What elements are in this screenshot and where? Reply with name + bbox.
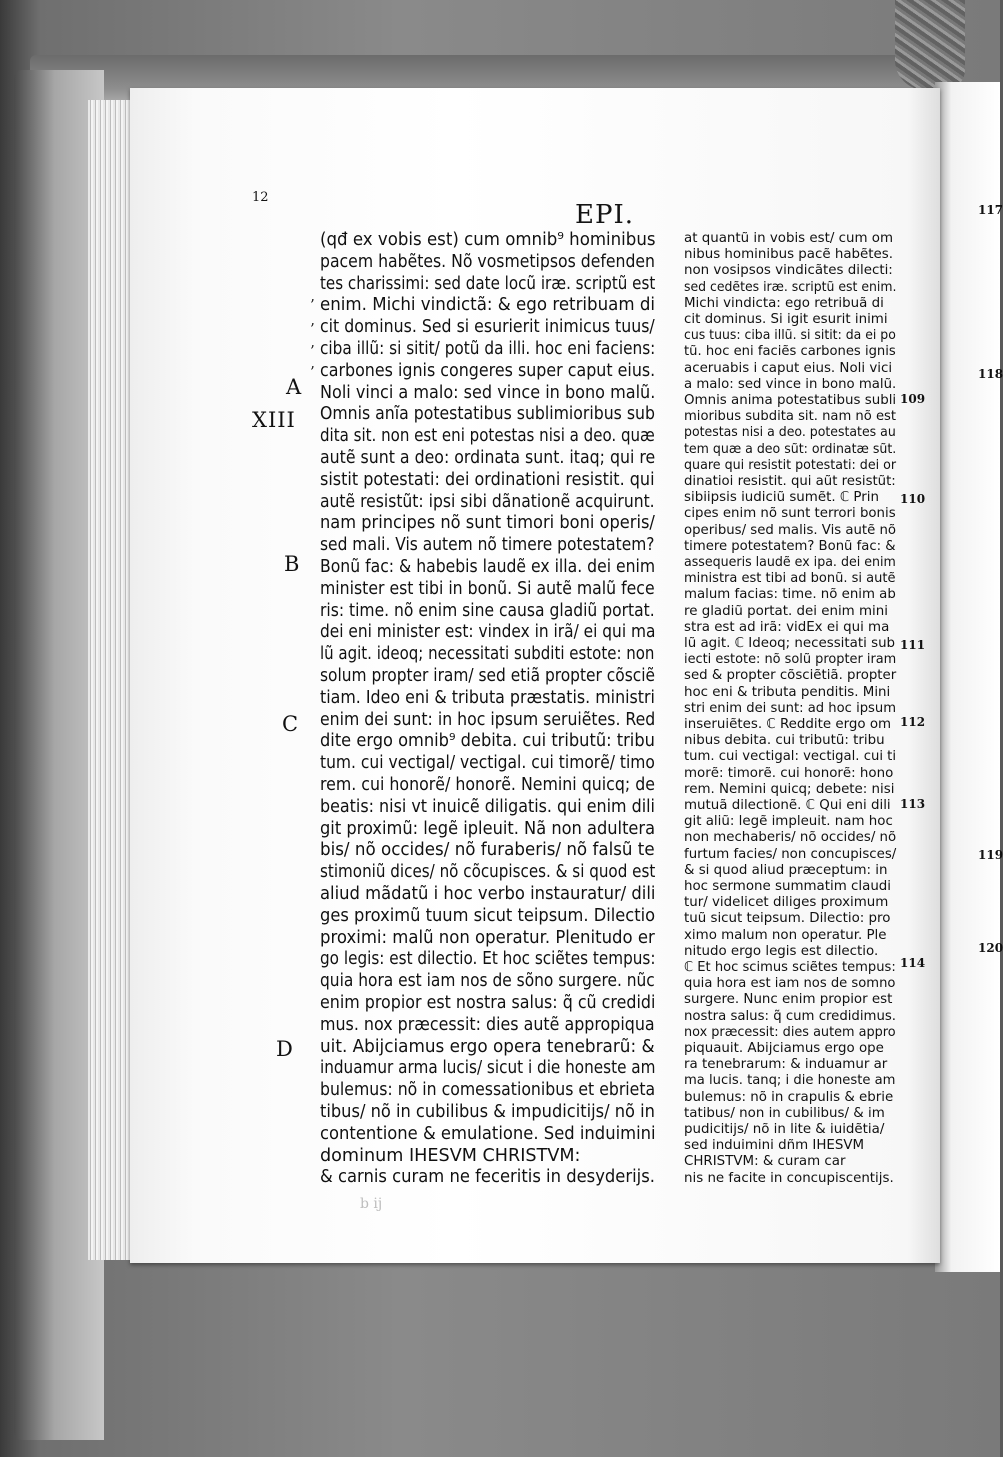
text-line: Noli vinci a malo: sed vince in bono malũ. — [320, 382, 656, 403]
section-letter-d: D — [276, 1037, 293, 1061]
facing-page-edge — [935, 82, 1000, 1272]
text-line: ℂ Et hoc scimus sciẽtes tempus: — [684, 960, 896, 975]
text-line: malum facias: time. nõ enim ab — [684, 587, 896, 603]
text-line: proximi: malũ non operatur. Plenitudo er — [320, 927, 655, 948]
text-line: lũ agit. ℂ Ideoq; necessitati sub — [684, 636, 896, 651]
text-line: at quantũ in vobis est/ cum om — [684, 231, 894, 246]
signature-mark: b ij — [360, 1196, 383, 1212]
facing-page-number: 118 — [978, 367, 1003, 381]
text-line: dita sit. non est eni potestas nisi a deo. quæ — [320, 426, 655, 447]
text-line: go legis: est dilectio. Et hoc sciẽtes tempus: — [320, 949, 656, 970]
text-line: sibiipsis iudiciũ sumẽt. ℂ Prin — [684, 490, 879, 506]
text-line: git proximũ: legẽ ipleuit. Nã non adultera — [320, 818, 656, 839]
text-line: re gladiũ portat. dei enim mini — [684, 603, 888, 619]
text-line: ges proximũ tuum sicut teipsum. Dilectio — [320, 905, 656, 926]
text-line: tem quæ a deo sũt: ordinatæ sũt. — [684, 441, 897, 457]
text-line: ciba illũ: si sitit/ potũ da illi. hoc eni faciens: — [320, 339, 656, 359]
text-line: iecti estote: nõ solũ propter iram — [684, 652, 897, 668]
text-line: & si quod aliud præceptum: in — [684, 862, 888, 878]
text-line: ministra est tibi ad bonũ. si autẽ — [684, 571, 896, 587]
ribbon-bookmark — [895, 0, 965, 90]
text-line: tuũ sicut teipsum. Dilectio: pro — [684, 911, 891, 927]
text-line: piquauit. Abijciamus ergo ope — [684, 1041, 884, 1056]
text-line: minister est tibi in bonũ. Si autẽ malũ fece — [320, 578, 655, 599]
text-line: tes charissimi: sed date locũ iræ. scriptũ est — [320, 273, 656, 294]
text-line: autẽ sunt a deo: ordinata sunt. itaq; qui re — [320, 448, 656, 468]
text-line: autẽ resistũt: ipsi sibi dãnationẽ acquirunt. — [320, 491, 655, 512]
text-line: uit. Abijciamus ergo opera tenebrarũ: & — [320, 1036, 655, 1057]
text-line: dominum IHESVM CHRISTVM: — [320, 1145, 581, 1166]
section-letter-c: C — [282, 712, 299, 736]
text-line: mus. nox præcessit: dies autẽ appropiqua — [320, 1014, 655, 1035]
text-line: assequeris laudẽ ex ipa. dei enim — [684, 555, 896, 570]
text-line: non mechaberis/ nõ occides/ nõ — [684, 830, 897, 846]
text-line: quare qui resistit potestati: dei or — [684, 457, 897, 473]
text-line: cus tuus: ciba illũ. si sitit: da ei po — [684, 328, 896, 344]
text-line: sed cedẽtes iræ. scriptũ est enim. — [684, 279, 897, 295]
text-line: dei eni minister est: vindex in irã/ ei qui ma — [320, 622, 656, 643]
text-line: sed & propter cõsciẽtiã. propter — [684, 668, 897, 684]
text-line: stri enim dei sunt: ad hoc ipsum — [684, 700, 897, 716]
text-line: beatis: nisi vt inuicẽ diligatis. qui enim dili — [320, 796, 655, 817]
text-line: nis ne facite in concupiscentijs. — [684, 1170, 894, 1186]
text-line: cipes enim nõ sunt terrori bonis — [684, 506, 896, 522]
folio-number: 12 — [252, 190, 269, 205]
text-line: nibus hominibus pacẽ habẽtes. — [684, 247, 894, 263]
text-line: tur/ videlicet diliges proximum — [684, 895, 889, 911]
text-line: nostra salus: q̃ cum credidimus. — [684, 1008, 897, 1024]
text-line: sed mali. Vis autem nõ timere potestatem? — [320, 535, 655, 556]
text-line: hoc eni & tributa penditis. Mini — [684, 684, 891, 700]
text-line: enim propior est nostra salus: q̃ cũ credidi — [320, 993, 656, 1013]
text-line: induamur arma lucis/ sicut i die honeste am — [320, 1058, 656, 1079]
text-line: ra tenebrarum: & induamur ar — [684, 1057, 888, 1073]
text-line: ma lucis. tanq; i die honeste am — [684, 1073, 896, 1089]
text-line: dite ergo omnib⁹ debita. cui tributũ: tribu — [320, 731, 655, 752]
text-line: cit dominus. Sed si esurierit inimicus tuus/ — [320, 317, 655, 338]
text-line: ximo malum non operatur. Ple — [684, 927, 887, 943]
text-line: tũ. hoc eni faciẽs carbones ignis — [684, 344, 896, 360]
text-line: ris: time. nõ enim sine causa gladiũ portat. — [320, 600, 655, 621]
margin-mark: ’ — [310, 320, 315, 338]
text-line: timere potestatem? Bonũ fac: & — [684, 538, 896, 554]
text-line: non vosipsos vindicãtes dilecti: — [684, 263, 893, 279]
text-line: bulemus: nõ in comessationibus et ebrieta — [320, 1080, 656, 1101]
text-line: surgere. Nunc enim propior est — [684, 992, 893, 1008]
verse-number: 114 — [900, 956, 926, 970]
text-line: git aliũ: legẽ impleuit. nam hoc — [684, 814, 893, 830]
text-line: a malo: sed vince in bono malũ. — [684, 376, 897, 392]
text-line: quia hora est iam nos de sõno surgere. nũc — [320, 971, 655, 992]
text-line: furtum facies/ non concupisces/ — [684, 846, 897, 862]
margin-mark: ’ — [310, 296, 315, 314]
verse-number: 110 — [900, 492, 926, 506]
text-line: (qđ ex vobis est) cum omnib⁹ hominibus — [320, 230, 656, 250]
chapter-number: XIII — [252, 408, 296, 432]
section-letter-b: B — [284, 552, 300, 576]
verse-number: 109 — [900, 392, 926, 406]
text-line: nox præcessit: dies autem appro — [684, 1024, 896, 1040]
text-line: aceruabis i caput eius. Noli vici — [684, 360, 893, 376]
text-line: tum. cui vectigal/ vectigal. cui timorẽ/ timo — [320, 753, 655, 774]
text-line: stimoniũ dices/ nõ cõcupisces. & si quod est — [320, 862, 656, 883]
text-line: dinatioi resistit. qui aũt resistũt: — [684, 474, 896, 489]
text-line: sistit potestati: dei ordinationi resistit. qui — [320, 469, 655, 490]
text-line: potestas nisi a deo. potestates au — [684, 425, 896, 441]
verse-number: 112 — [900, 715, 926, 729]
text-line: Omnis anĩa potestatibus sublimioribus sub — [320, 404, 655, 425]
text-line: rem. Nemini quicq; debete: nisi — [684, 781, 895, 797]
text-line: tiam. Ideo eni & tributa præstatis. ministri — [320, 687, 655, 708]
text-line: operibus/ sed malis. Vis autẽ nõ — [684, 522, 897, 538]
text-line: solum propter iram/ sed etiã propter cõsciẽ — [320, 666, 656, 686]
text-line: sed induimini dñm IHESVM — [684, 1138, 865, 1154]
text-line: hoc sermone summatim claudi — [684, 879, 892, 894]
text-line: & carnis curam ne feceritis in desyderijs. — [320, 1167, 655, 1188]
text-line: CHRISTVM: & curam car — [684, 1154, 846, 1170]
section-letter-a: A — [286, 375, 302, 399]
text-line: tibus/ nõ in cubilibus & impudicitijs/ nõ in — [320, 1102, 655, 1122]
text-line: tum. cui vectigal: vectigal. cui ti — [684, 749, 897, 765]
running-head: EPI. — [575, 200, 635, 230]
text-line: enim dei sunt: in hoc ipsum seruiẽtes. Red — [320, 709, 656, 730]
text-line: nitudo ergo legis est dilectio. — [684, 943, 879, 959]
margin-mark: ’ — [310, 342, 315, 360]
text-line: lũ agit. ideoq; necessitati subditi estote: non — [320, 644, 655, 665]
facing-page-number: 117 — [978, 203, 1003, 217]
text-line: rem. cui honorẽ/ honorẽ. Nemini quicq; de — [320, 775, 655, 795]
text-line: enim. Michi vindictã: & ego retribuam di — [320, 295, 656, 316]
facing-page-number: 120 — [978, 941, 1003, 955]
facing-page-number: 119 — [978, 848, 1003, 862]
text-line: morẽ: timorẽ. cui honorẽ: hono — [684, 765, 894, 781]
text-line: quia hora est iam nos de somno — [684, 976, 896, 992]
text-line: Omnis anima potestatibus subli — [684, 393, 897, 408]
text-line: contentione & emulatione. Sed induimini — [320, 1123, 656, 1144]
text-line: mioribus subdita sit. nam nõ est — [684, 409, 897, 425]
text-line: cit dominus. Si igit esurit inimi — [684, 312, 888, 327]
text-line: nam principes nõ sunt timori boni operis/ — [320, 513, 655, 534]
text-line: pacem habẽtes. Nõ vosmetipsos defenden — [320, 251, 655, 272]
text-line: bulemus: nõ in crapulis & ebrie — [684, 1089, 894, 1105]
text-line: bis/ nõ occides/ nõ furaberis/ nõ falsũ te — [320, 840, 655, 861]
text-line: inseruiẽtes. ℂ Reddite ergo om — [684, 717, 892, 732]
verse-number: 111 — [900, 638, 926, 652]
verse-number: 113 — [900, 797, 926, 811]
text-line: Michi vindicta: ego retribuã di — [684, 295, 884, 311]
text-line: stra est ad irã: vidEx ei qui ma — [684, 619, 890, 635]
text-line: mutuã dilectionẽ. ℂ Qui eni dili — [684, 798, 891, 813]
text-line: Bonũ fac: & habebis laudẽ ex illa. dei enim — [320, 557, 656, 577]
text-line: pudicitijs/ nõ in lite & iuidẽtia/ — [684, 1122, 885, 1137]
text-line: nibus debita. cui tributũ: tribu — [684, 733, 885, 749]
text-line: aliud mãdatũ i hoc verbo instauratur/ dili — [320, 884, 656, 904]
text-line: tatibus/ non in cubilibus/ & im — [684, 1105, 885, 1121]
text-line: carbones ignis congeres super caput eius. — [320, 360, 656, 381]
margin-mark: ’ — [310, 363, 315, 381]
